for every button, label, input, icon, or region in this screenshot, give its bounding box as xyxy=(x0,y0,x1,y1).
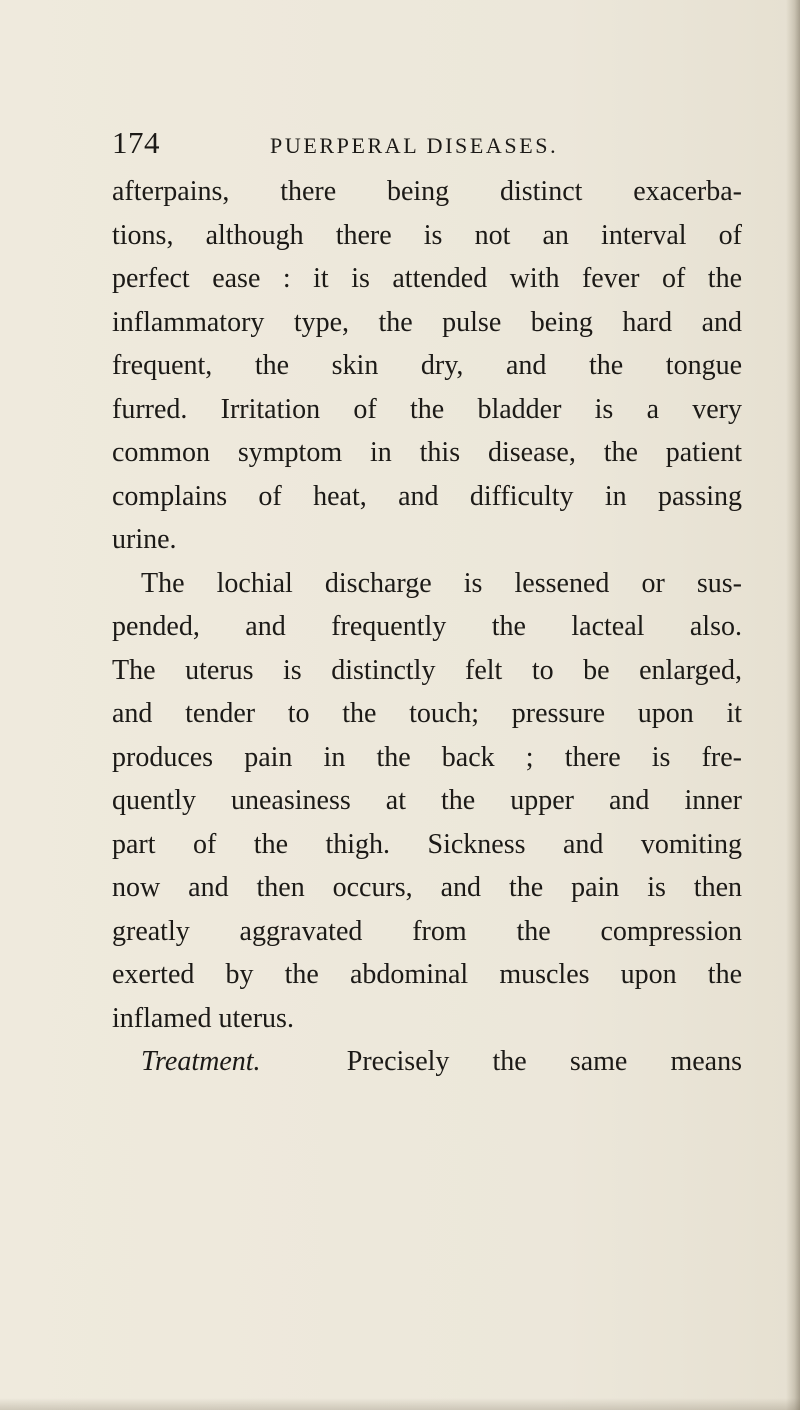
page-number: 174 xyxy=(112,125,160,160)
text-line-treatment xyxy=(112,1040,742,1084)
text-line: inflammatory type, the pulse being hard and xyxy=(112,306,742,338)
text-line: pended, and frequently the lacteal also. xyxy=(112,611,742,642)
text-line: greatly aggravated from the compression xyxy=(112,915,742,947)
text-line: urine. xyxy=(112,524,177,555)
text-line: perfect ease : it is attended with fever of the xyxy=(112,263,742,294)
body-text xyxy=(112,170,742,1084)
text-line: tions, although there is not an interval of xyxy=(112,219,742,251)
running-head: PUERPERAL DISEASES. xyxy=(270,133,559,158)
text-line: inflamed uterus. xyxy=(112,1002,294,1034)
text-line: afterpains, there being distinct exacerba- xyxy=(112,176,742,207)
page-bottom-edge xyxy=(0,1398,800,1410)
treatment-text: Precisely the same means xyxy=(346,1046,743,1077)
text-line: The lochial discharge is lessened or sus- xyxy=(141,567,742,599)
text-line: produces pain in the back ; there is fre- xyxy=(112,741,742,773)
page-edge-shadow xyxy=(786,0,800,1410)
text-line: quently uneasiness at the upper and inner xyxy=(112,785,742,816)
text-line: part of the thigh. Sickness and vomiting xyxy=(112,828,742,860)
text-line: now and then occurs, and the pain is then xyxy=(112,872,742,903)
treatment-heading: Treatment. xyxy=(141,1046,261,1077)
text-line: frequent, the skin dry, and the tongue xyxy=(112,350,742,381)
page-header xyxy=(112,126,692,166)
text-line: exerted by the abdominal muscles upon the xyxy=(112,959,742,990)
text-line: common symptom in this disease, the patient xyxy=(112,437,742,468)
text-line: and tender to the touch; pressure upon it xyxy=(112,698,742,729)
text-line: The uterus is distinctly felt to be enlarged, xyxy=(112,654,742,686)
text-line: furred. Irritation of the bladder is a very xyxy=(112,393,742,425)
text-line: complains of heat, and difficulty in passing xyxy=(112,480,742,512)
